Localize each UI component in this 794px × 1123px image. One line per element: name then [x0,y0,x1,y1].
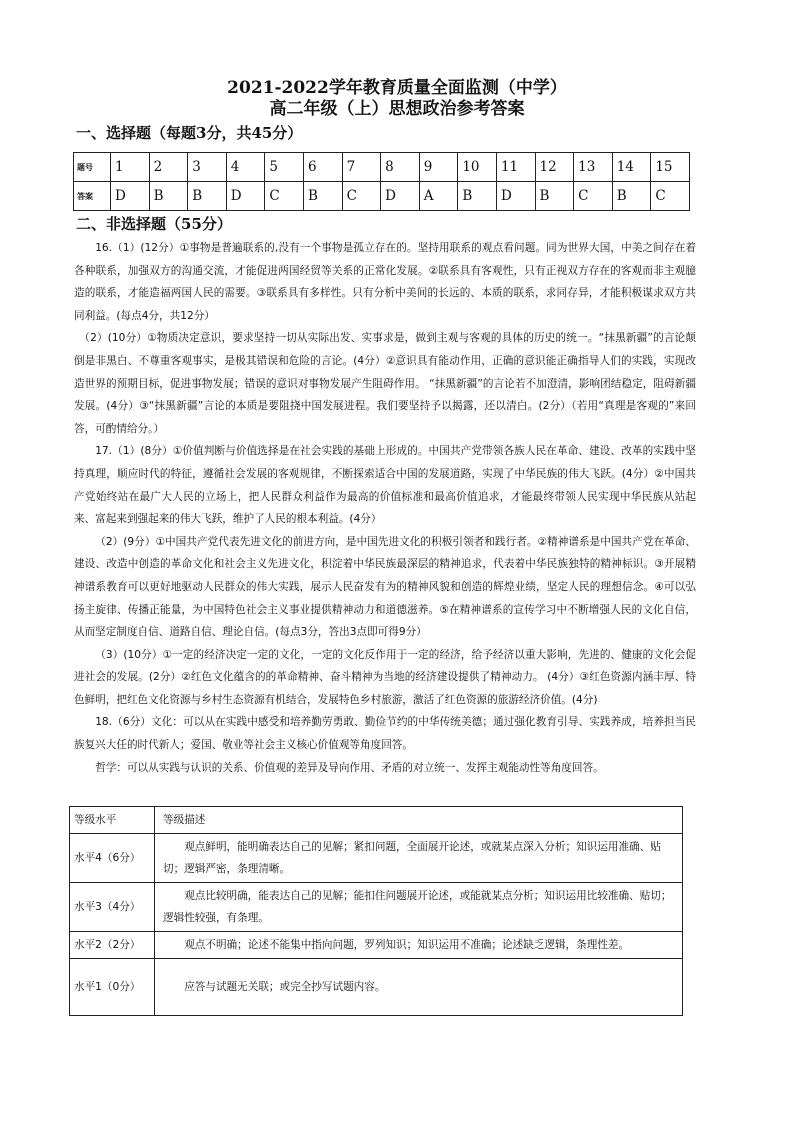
answer-q17-part3: （3）(10分）①一定的经济决定一定的文化，一定的文化反作用于一定的经济，给予经济以重大影响，先进的、健康的文化会促进社会的发展。(2分）②红色文化蕴含的的革命精神、奋斗精神为当地的经济建设提供了精神动力。 (4分）③红色资源内涵丰厚、特色鲜明，把红色文化资源与乡村生态资源有机结合，发展特色乡村旅游，激活了红色资源的旅游经济价值。(4分) [74,648,696,706]
grading-rubric-table [69,806,683,1016]
multiple-choice-answer-table [73,152,690,211]
answer-cell: D [381,182,420,211]
answer-body [74,237,696,779]
question-number: 14 [612,153,651,182]
question-number: 10 [458,153,497,182]
answer-q16-part2: （2）(10分）①物质决定意识，要求坚持一切从实际出发、实事求是，做到主观与客观的具体的历史的统一。“抹黑新疆”的言论颠倒是非黑白、不尊重客观事实，是极其错误和危险的言论。(4分）②意识具有能动作用，正确的意识能正确指导人们的实践，实现改造世界的预期目标，促进事物发展；错误的意识对事物发展产生阻碍作用。 “抹黑新疆”的言论若不加澄清，影响团结稳定，阻碍新疆发展。(4分）③“抹黑新疆”言论的本质是要阻挠中国发展进程。我们要坚持予以揭露，还以清白。(2分）（若用“真理是客观的”来回答，可酌情给分。） [74,332,696,435]
answer-cell: C [574,182,613,211]
answer-q18-culture: 18.（6分）文化：可以从在实践中感受和培养勤劳勇敢、勤俭节约的中华传统美德；通过强化教育引导、实践养成，培养担当民族复兴大任的时代新人；爱国、敬业等社会主义核心价值观等角度回答。 [74,716,696,752]
rubric-header-desc: 等级描述 [155,807,683,834]
question-number: 4 [226,153,265,182]
rubric-row [70,883,683,932]
answer-q18-philosophy: 哲学：可以从实践与认识的关系、价值观的差异及导向作用、矛盾的对立统一、发挥主观能动性等角度回答。 [95,761,604,774]
rubric-level: 水平2（2分） [70,932,155,959]
rubric-description: 观点比较明确，能表达自己的见解；能扣住问题展开论述，或能就某点分析；知识运用比较准确、贴切；逻辑性较强，有条理。 [155,883,683,932]
section-heading-non-choice: 二、非选择题（55分） [76,215,232,233]
answer-cell: B [535,182,574,211]
question-number: 5 [265,153,304,182]
rubric-header-row [70,807,683,834]
rubric-level: 水平1（0分） [70,959,155,1016]
rubric-description: 观点不明确；论述不能集中指向问题，罗列知识；知识运用不准确；论述缺乏逻辑，条理性差。 [155,932,683,959]
answer-cell: B [149,182,188,211]
answer-q17-part1: 17.（1）(8分）①价值判断与价值选择是在社会实践的基础上形成的。中国共产党带领各族人民在革命、建设、改革的实践中坚持真理，顺应时代的特征，遵循社会发展的客观规律，不断探索适合中国的发展道路，实现了中华民族的伟大飞跃。(4分）②中国共产党始终站在最广大人民的立场上，把人民群众利益作为最高的价值标准和最高价值追求，才能最终带领人民实现中华民族从站起来、富起来到强起来的伟大飞跃，维护了人民的根本利益。(4分） [74,445,696,526]
question-number: 13 [574,153,613,182]
answer-q17-part2: （2）(9分）①中国共产党代表先进文化的前进方向，是中国先进文化的积极引领者和践行者。②精神谱系是中国共产党在革命、建设、改造中创造的革命文化和社会主义先进文化，积淀着中华民族最深层的精神追求，代表着中华民族独特的精神标识。③开展精神谱系教育可以更好地驱动人民群众的伟大实践，展示人民奋发有为的精神风貌和创造的辉煌业绩，坚定人民的理想信念。④可以弘扬主旋律、传播正能量，为中国特色社会主义事业提供精神动力和道德滋养。⑤在精神谱系的宣传学习中不断增强人民的文化自信，从而坚定制度自信、道路自信、理论自信。(每点3分，答出3点即可得9分） [74,535,696,639]
answer-cell: D [226,182,265,211]
rubric-header-level: 等级水平 [70,807,155,834]
section-heading-multiple-choice: 一、选择题（每题3分，共45分） [76,124,303,142]
row-label-number: 题号 [74,153,111,182]
answer-q16-part1: 16.（1）(12分）①事物是普遍联系的,没有一个事物是孤立存在的。坚持用联系的观点看问题。同为世界大国，中美之间存在着各种联系，加强双方的沟通交流，才能促进两国经贸等关系的正常化发展。②联系具有客观性，只有正视双方存在的客观而非主观臆造的联系，才能造福两国人民的需要。③联系具有多样性。只有分析中美间的长远的、本质的联系，求同存异，才能积极谋求双方共同利益。(每点4分，共12分） [74,242,696,322]
answer-row [74,182,690,211]
answer-cell: C [651,182,690,211]
answer-cell: C [342,182,381,211]
question-number: 7 [342,153,381,182]
answer-cell: B [612,182,651,211]
question-number: 6 [303,153,342,182]
document-title: 2021-2022学年教育质量全面监测（中学） [227,78,567,98]
question-number: 3 [188,153,227,182]
answer-cell: D [496,182,535,211]
document-subtitle: 高二年级（上）思想政治参考答案 [269,99,525,119]
rubric-description: 应答与试题无关联；或完全抄写试题内容。 [155,959,683,1016]
answer-cell: D [111,182,150,211]
row-label-answer: 答案 [74,182,111,211]
answer-cell: B [188,182,227,211]
answer-cell: C [265,182,304,211]
answer-cell: A [419,182,458,211]
rubric-row [70,932,683,959]
question-number: 15 [651,153,690,182]
question-number: 8 [381,153,420,182]
question-number-row [74,153,690,182]
question-number: 9 [419,153,458,182]
answer-cell: B [458,182,497,211]
rubric-row [70,959,683,1016]
question-number: 1 [111,153,150,182]
question-number: 11 [496,153,535,182]
question-number: 12 [535,153,574,182]
answer-cell: B [303,182,342,211]
rubric-level: 水平4（6分） [70,834,155,883]
rubric-level: 水平3（4分） [70,883,155,932]
rubric-row [70,834,683,883]
question-number: 2 [149,153,188,182]
rubric-description: 观点鲜明，能明确表达自己的见解；紧扣问题，全面展开论述，或就某点深入分析；知识运用准确、贴切；逻辑严密，条理清晰。 [155,834,683,883]
